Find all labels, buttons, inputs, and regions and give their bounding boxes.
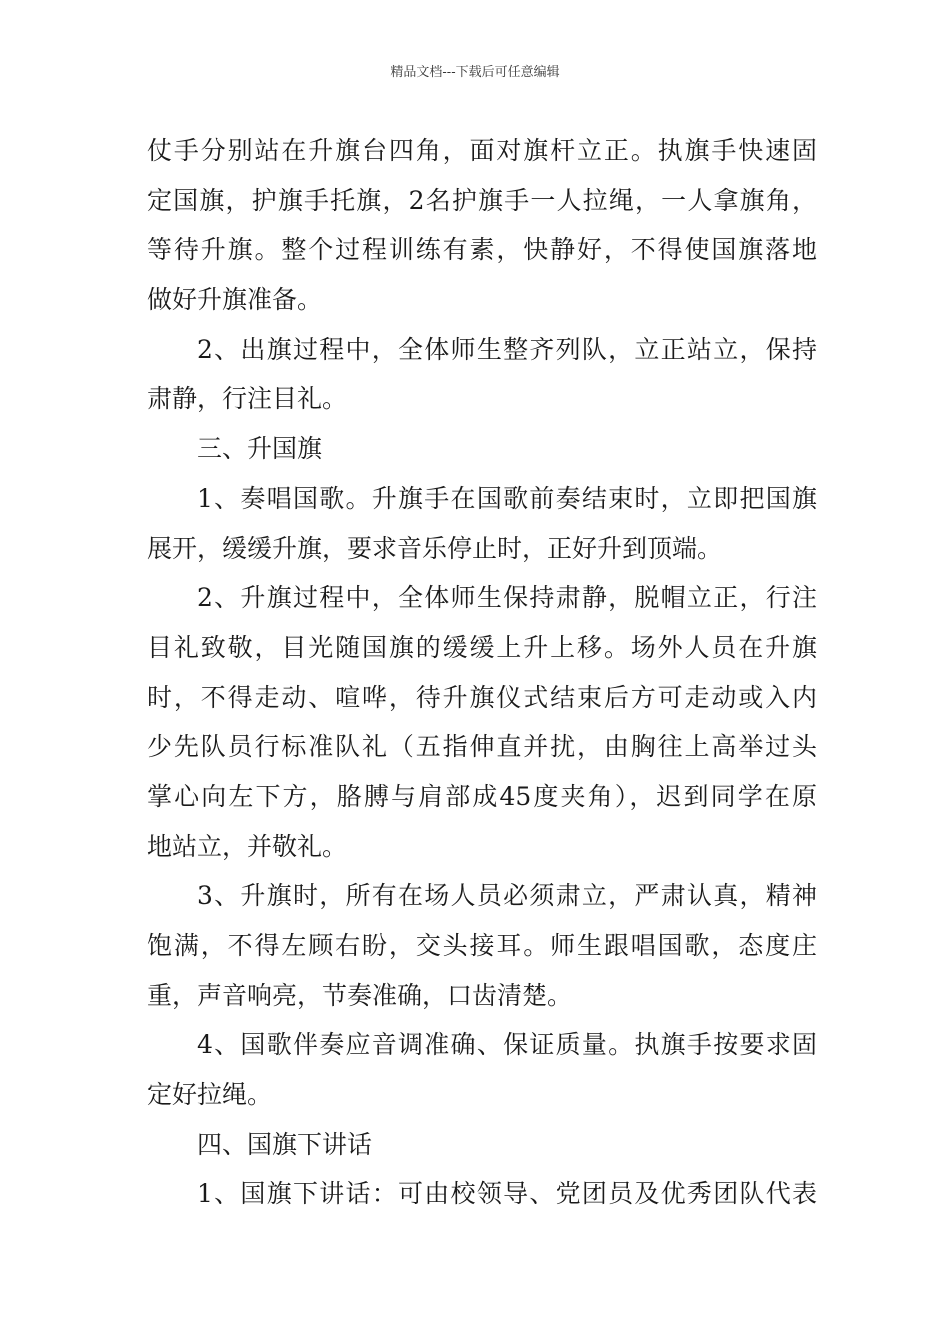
text-line: 1、国旗下讲话：可由校领导、党团员及优秀团队代表 (197, 1179, 817, 1209)
text-line: 3、升旗时，所有在场人员必须肃立，严肃认真，精神 (197, 881, 817, 911)
text-line: 定国旗，护旗手托旗，2名护旗手一人拉绳，一人拿旗角， (147, 185, 817, 215)
document-body (147, 126, 817, 1219)
text-line: 目礼致敬，目光随国旗的缓缓上升上移。场外人员在升旗 (147, 632, 817, 662)
text-line: 重，声音响亮，节奏准确，口齿清楚。 (147, 980, 573, 1010)
text-line: 饱满，不得左顾右盼，交头接耳。师生跟唱国歌，态度庄 (147, 931, 817, 960)
text-line: 展开，缓缓升旗，要求音乐停止时，正好升到顶端。 (147, 533, 723, 563)
text-line: 掌心向左下方，胳膊与肩部成45度夹角），迟到同学在原 (147, 781, 817, 811)
text-line: 地站立，并敬礼。 (147, 831, 348, 861)
section-heading: 三、升国旗 (197, 434, 323, 464)
text-line: 时，不得走动、喧哗，待升旗仪式结束后方可走动或入内 (147, 682, 817, 712)
section-heading: 四、国旗下讲话 (197, 1129, 373, 1159)
text-line: 肃静，行注目礼。 (147, 384, 348, 414)
text-line: 仗手分别站在升旗台四角，面对旗杆立正。执旗手快速固 (147, 136, 817, 165)
page-header: 精品文档---下载后可任意编辑 (390, 65, 560, 80)
text-line: 4、国歌伴奏应音调准确、保证质量。执旗手按要求固 (197, 1030, 817, 1060)
text-line: 定好拉绳。 (147, 1080, 273, 1110)
text-line: 做好升旗准备。 (147, 285, 323, 315)
text-line: 少先队员行标准队礼（五指伸直并扰，由胸往上高举过头 (147, 732, 817, 762)
text-line: 1、奏唱国歌。升旗手在国歌前奏结束时，立即把国旗 (197, 483, 817, 513)
text-line: 等待升旗。整个过程训练有素，快静好，不得使国旗落地 (147, 235, 817, 265)
text-line: 2、出旗过程中，全体师生整齐列队，立正站立，保持 (197, 334, 817, 364)
text-line: 2、升旗过程中，全体师生保持肃静，脱帽立正，行注 (197, 583, 817, 613)
